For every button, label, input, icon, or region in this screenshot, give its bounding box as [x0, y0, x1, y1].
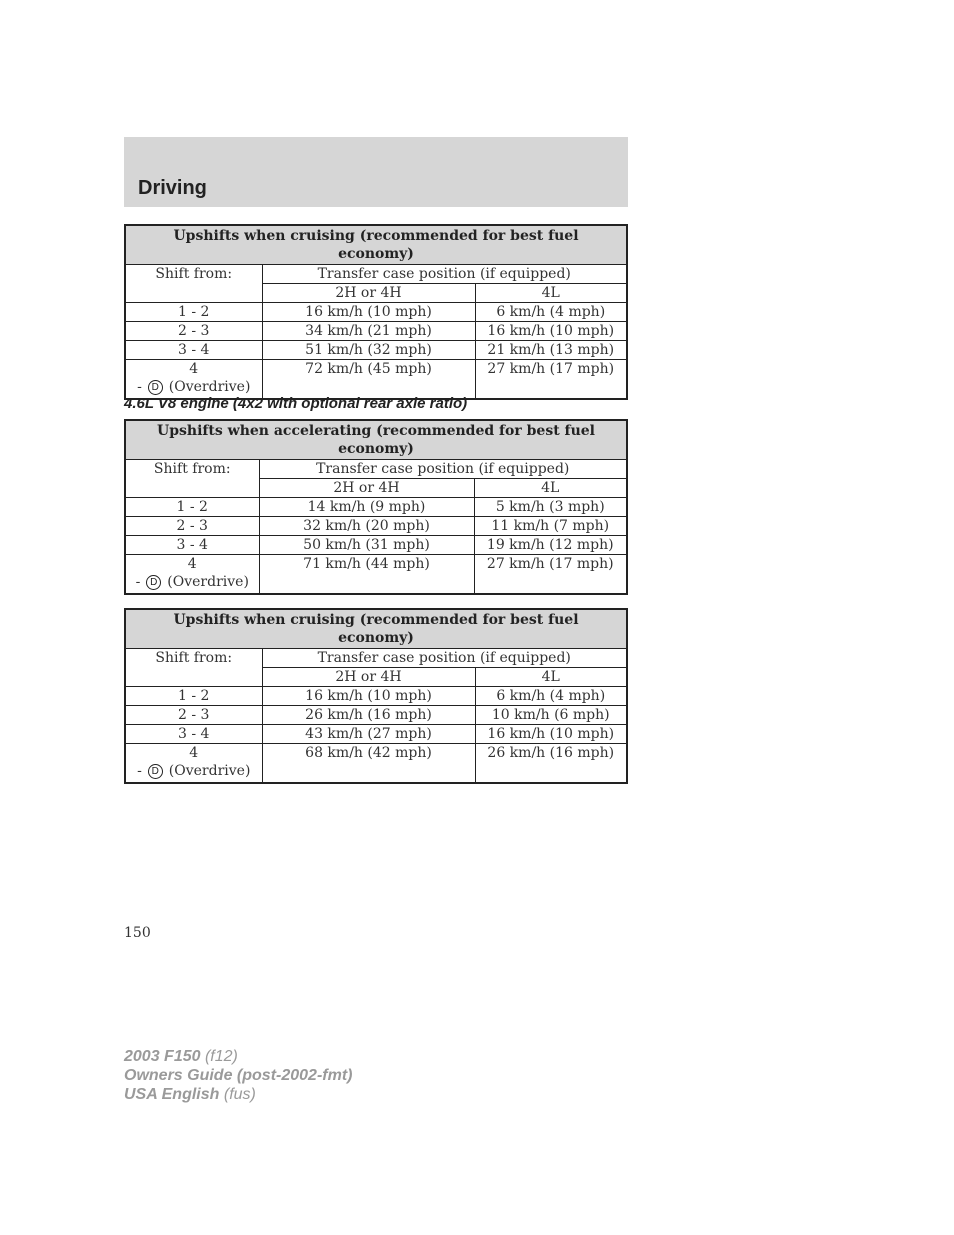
- shift-cell: 2 - 3: [125, 517, 259, 536]
- footer-language-code: (fus): [223, 1086, 256, 1103]
- col-header-4l: 4L: [475, 284, 627, 303]
- gear-number: 4: [187, 556, 197, 572]
- speed-2h4h-cell: 43 km/h (27 mph): [262, 725, 475, 744]
- speed-4l-cell: 6 km/h (4 mph): [475, 687, 627, 706]
- shift-cell: 2 - 3: [125, 706, 262, 725]
- speed-2h4h-cell: 34 km/h (21 mph): [262, 322, 475, 341]
- shift-cell-overdrive: [125, 744, 262, 784]
- table-row-overdrive: [125, 744, 627, 784]
- speed-2h4h-cell: 14 km/h (9 mph): [259, 498, 474, 517]
- shift-cell: 3 - 4: [125, 341, 262, 360]
- overdrive-d-icon: D: [148, 764, 163, 779]
- footer-model-code: (f12): [204, 1048, 238, 1065]
- table-caption: Upshifts when cruising (recommended for best fuel economy): [125, 609, 627, 649]
- dash: -: [135, 574, 141, 590]
- speed-4l-cell: 10 km/h (6 mph): [475, 706, 627, 725]
- shift-from-header: Shift from:: [125, 265, 262, 303]
- dash: -: [137, 763, 142, 779]
- col-header-2h-4h: 2H or 4H: [262, 284, 475, 303]
- table-row: [125, 341, 627, 360]
- section-header: [124, 137, 628, 207]
- speed-4l-cell: 27 km/h (17 mph): [474, 555, 627, 595]
- speed-2h4h-cell: 50 km/h (31 mph): [259, 536, 474, 555]
- shift-cell: 1 - 2: [125, 303, 262, 322]
- shift-cell: 2 - 3: [125, 322, 262, 341]
- shift-cell: 3 - 4: [125, 725, 262, 744]
- speed-2h4h-cell: 32 km/h (20 mph): [259, 517, 474, 536]
- table-row: [125, 498, 627, 517]
- speed-2h4h-cell: 68 km/h (42 mph): [262, 744, 475, 784]
- table-caption: Upshifts when accelerating (recommended for best fuel economy): [125, 420, 627, 460]
- page-number: 150: [124, 925, 151, 941]
- overdrive-label: (Overdrive): [167, 574, 249, 590]
- speed-4l-cell: 11 km/h (7 mph): [474, 517, 627, 536]
- overdrive-d-icon: D: [146, 575, 161, 590]
- footer-model: 2003 F150: [124, 1048, 201, 1065]
- shift-cell-overdrive: [125, 555, 259, 595]
- footer-language: USA English: [124, 1086, 220, 1103]
- engine-subheading: 4.6L V8 engine (4x2 with optional rear axle ratio): [124, 395, 468, 412]
- shift-from-header: Shift from:: [125, 460, 259, 498]
- speed-4l-cell: 16 km/h (10 mph): [475, 725, 627, 744]
- transfer-case-header: Transfer case position (if equipped): [262, 265, 627, 284]
- table-row: [125, 725, 627, 744]
- speed-4l-cell: 26 km/h (16 mph): [475, 744, 627, 784]
- col-header-4l: 4L: [475, 668, 627, 687]
- transfer-case-header: Transfer case position (if equipped): [259, 460, 627, 479]
- dash: -: [137, 379, 142, 395]
- shift-cell: 1 - 2: [125, 498, 259, 517]
- overdrive-label: (Overdrive): [168, 379, 251, 395]
- shift-cell: 1 - 2: [125, 687, 262, 706]
- shift-from-header: Shift from:: [125, 649, 262, 687]
- table-row: [125, 706, 627, 725]
- shift-cell-overdrive: [125, 360, 262, 400]
- table-row: [125, 687, 627, 706]
- shift-cell: 3 - 4: [125, 536, 259, 555]
- footer-guide: Owners Guide (post-2002-fmt): [124, 1067, 353, 1084]
- gear-number: 4: [189, 361, 199, 377]
- table-row: [125, 303, 627, 322]
- overdrive-label: (Overdrive): [168, 763, 251, 779]
- speed-4l-cell: 6 km/h (4 mph): [475, 303, 627, 322]
- table-row-overdrive: [125, 360, 627, 400]
- speed-2h4h-cell: 72 km/h (45 mph): [262, 360, 475, 400]
- table-row: [125, 322, 627, 341]
- speed-4l-cell: 16 km/h (10 mph): [475, 322, 627, 341]
- speed-4l-cell: 19 km/h (12 mph): [474, 536, 627, 555]
- document-footer: [124, 1047, 352, 1104]
- transfer-case-header: Transfer case position (if equipped): [262, 649, 627, 668]
- table-row-overdrive: [125, 555, 627, 595]
- col-header-4l: 4L: [474, 479, 627, 498]
- speed-4l-cell: 5 km/h (3 mph): [474, 498, 627, 517]
- table-caption: Upshifts when cruising (recommended for best fuel economy): [125, 225, 627, 265]
- section-title: Driving: [138, 177, 207, 199]
- table-row: [125, 517, 627, 536]
- table-row: [125, 536, 627, 555]
- gear-number: 4: [189, 745, 199, 761]
- upshift-table-cruising-1: [124, 224, 628, 400]
- speed-2h4h-cell: 26 km/h (16 mph): [262, 706, 475, 725]
- upshift-table-accelerating: [124, 419, 628, 595]
- speed-2h4h-cell: 71 km/h (44 mph): [259, 555, 474, 595]
- speed-2h4h-cell: 16 km/h (10 mph): [262, 687, 475, 706]
- speed-2h4h-cell: 51 km/h (32 mph): [262, 341, 475, 360]
- upshift-table-cruising-2: [124, 608, 628, 784]
- speed-4l-cell: 21 km/h (13 mph): [475, 341, 627, 360]
- col-header-2h-4h: 2H or 4H: [262, 668, 475, 687]
- speed-2h4h-cell: 16 km/h (10 mph): [262, 303, 475, 322]
- col-header-2h-4h: 2H or 4H: [259, 479, 474, 498]
- speed-4l-cell: 27 km/h (17 mph): [475, 360, 627, 400]
- overdrive-d-icon: D: [148, 380, 163, 395]
